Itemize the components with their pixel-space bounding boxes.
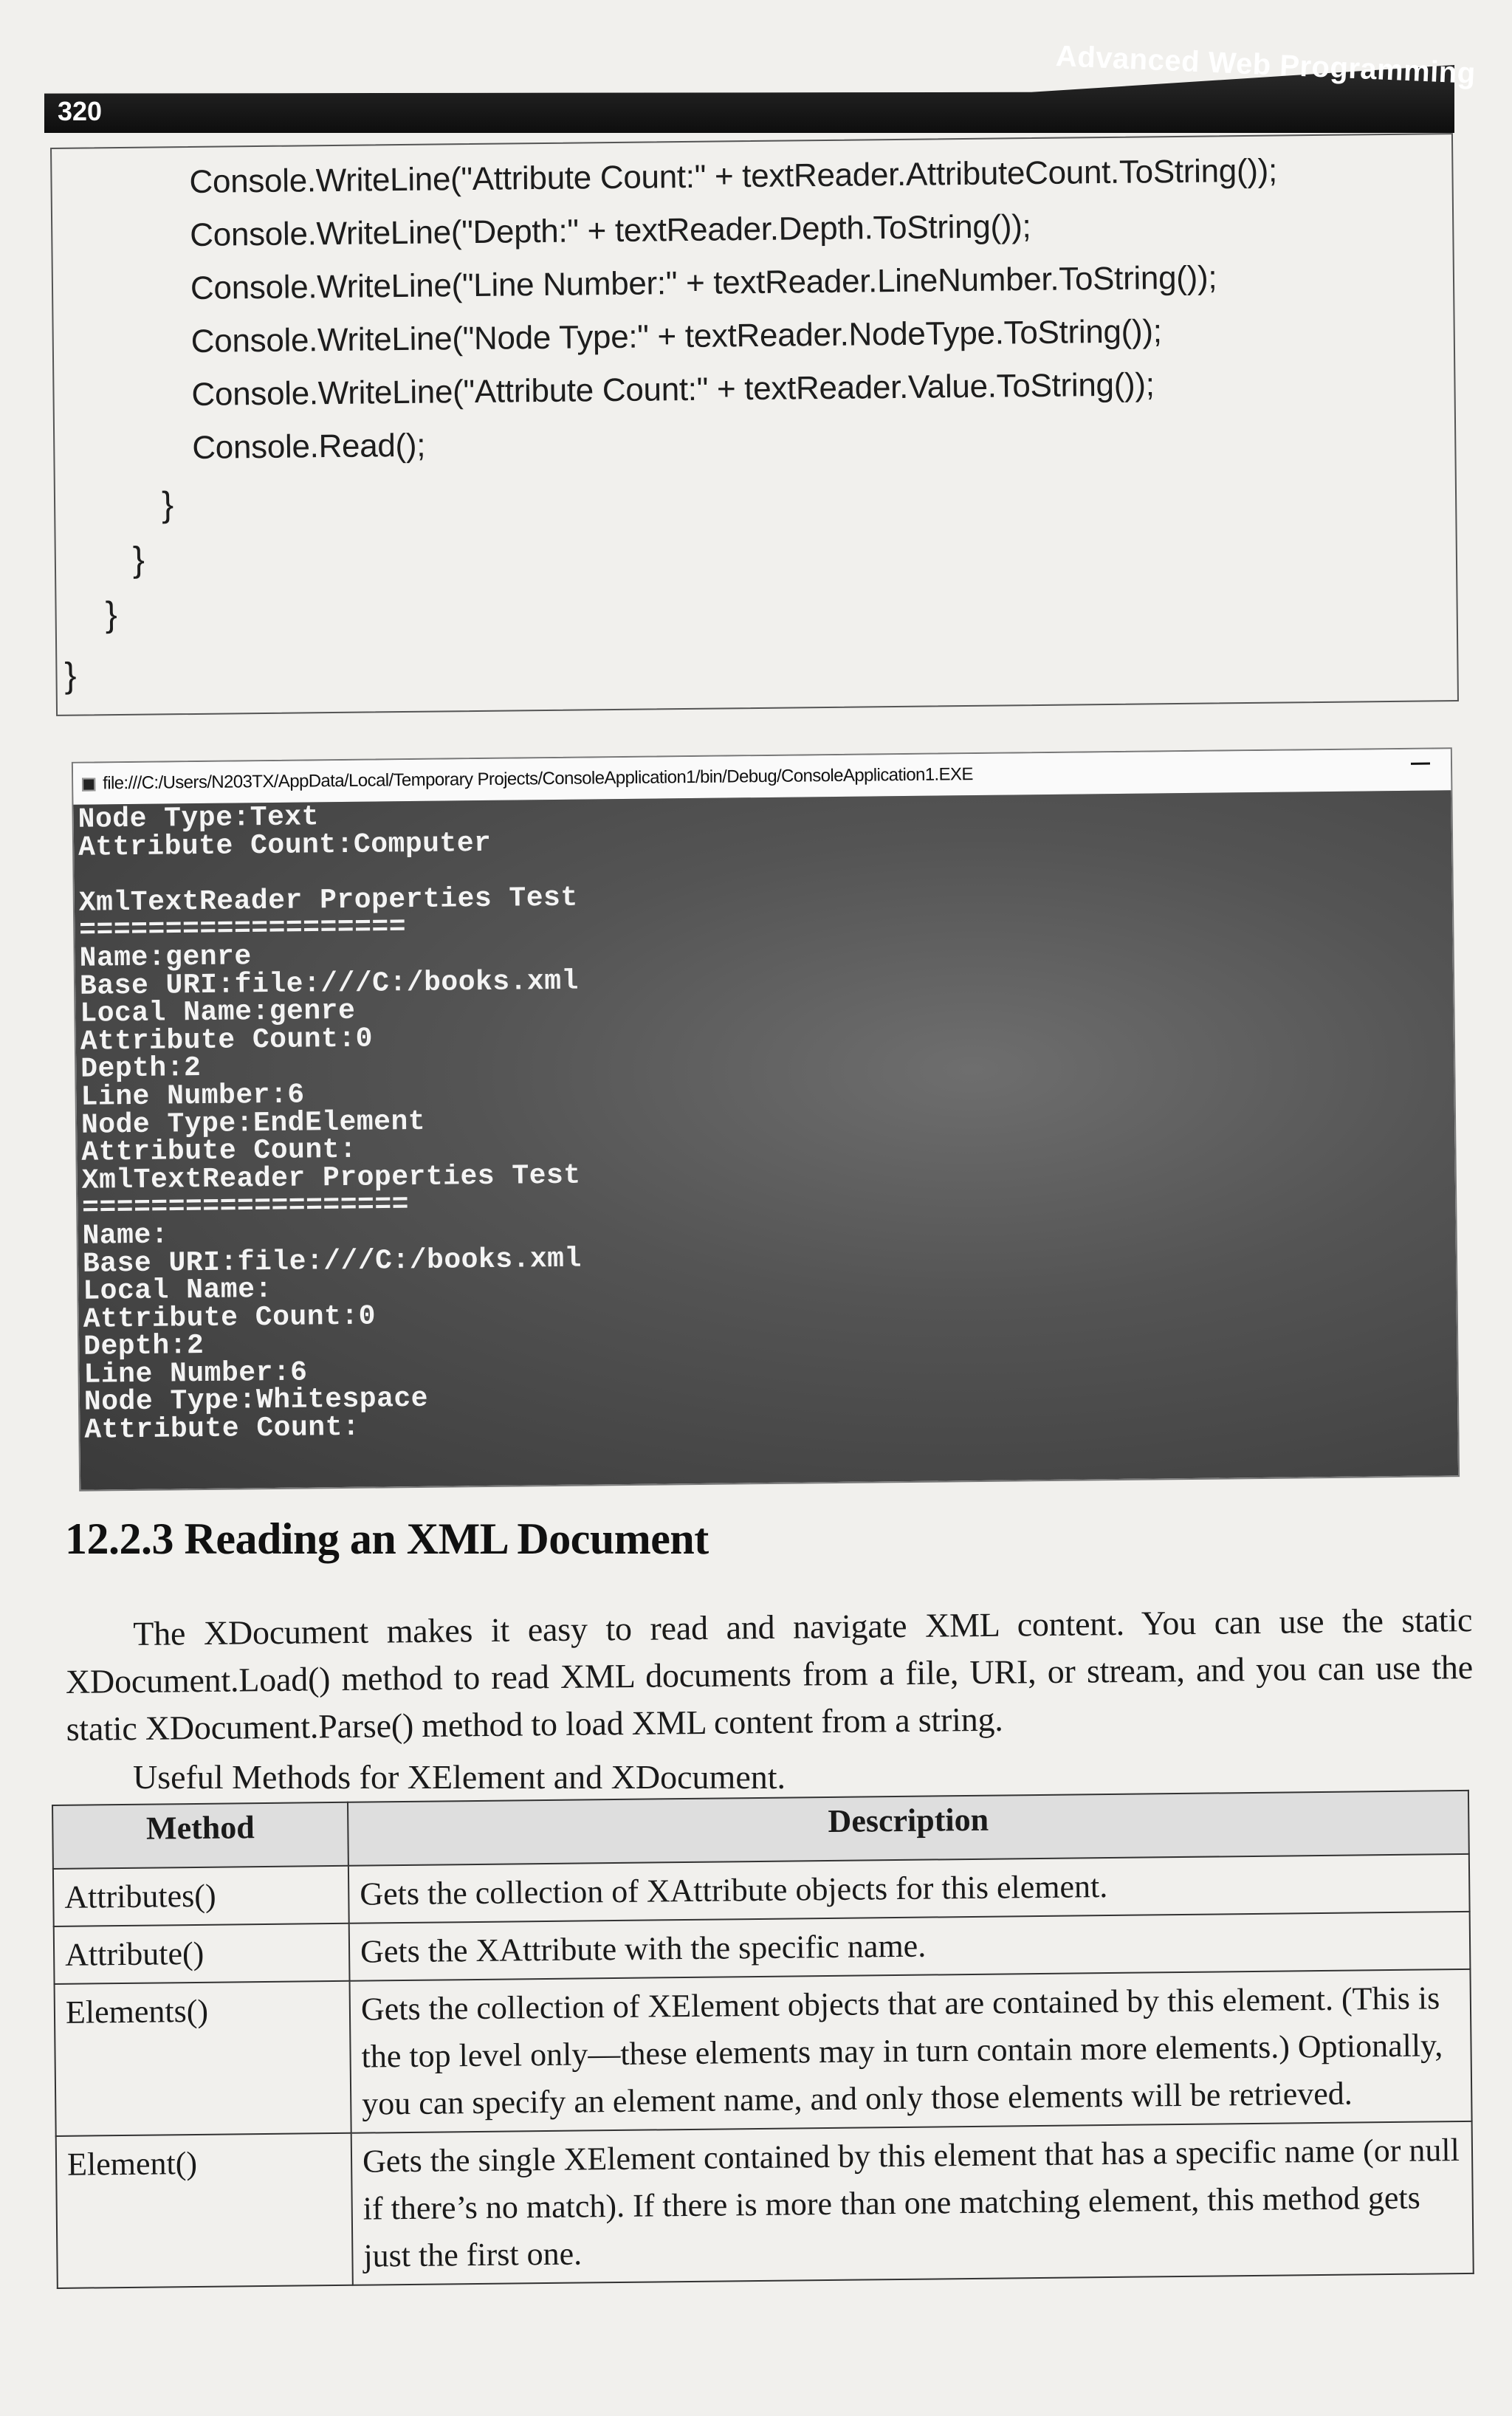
console-line: Attribute Count:0 <box>80 1023 374 1058</box>
closing-brace: } <box>132 540 145 580</box>
console-line: Base URI:file:///C:/books.xml <box>79 965 580 1003</box>
console-line: =================== <box>79 911 407 947</box>
table-row <box>55 1969 1472 2136</box>
console-line: Attribute Count:0 <box>83 1300 377 1336</box>
method-cell: Attributes() <box>53 1866 349 1926</box>
page-number: 320 <box>58 96 103 126</box>
console-line: XmlTextReader Properties Test <box>81 1159 581 1197</box>
console-line: Attribute Count:Computer <box>78 827 492 864</box>
code-listing <box>50 133 1459 716</box>
console-line: Line Number:6 <box>83 1356 308 1391</box>
code-line: Console.WriteLine("Attribute Count:" + textReader.AttributeCount.ToString()); <box>189 152 1278 200</box>
code-line: Console.WriteLine("Depth:" + textReader.Depth.ToString()); <box>190 208 1031 253</box>
console-line: Node Type:Whitespace <box>83 1383 429 1419</box>
console-line: Attribute Count: <box>84 1411 360 1446</box>
method-cell: Attribute() <box>54 1923 350 1984</box>
console-line: Name:genre <box>79 941 252 975</box>
console-line: =================== <box>81 1189 410 1225</box>
console-app-icon <box>82 778 95 791</box>
column-header-method: Method <box>52 1802 348 1869</box>
description-cell: Gets the XAttribute with the specific name. <box>349 1912 1471 1981</box>
console-line: Line Number:6 <box>80 1079 305 1113</box>
console-line: Node Type:Text <box>78 801 320 836</box>
description-cell: Gets the collection of XAttribute objects for this element. <box>348 1854 1470 1923</box>
console-title: file:///C:/Users/N203TX/AppData/Local/Temporary Projects/ConsoleApplication1/bin/Debug/ConsoleApplication1.EXE <box>103 764 973 794</box>
body-paragraph: The XDocument makes it easy to read and navigate XML content. You can use the static XDocument.Load() method to read XML documents from a file, URI, or stream, and you can use the static XDocument.Parse() method to load XML content from a string. <box>65 1601 1474 1748</box>
console-line: Base URI:file:///C:/books.xml <box>82 1243 582 1280</box>
console-line: Depth:2 <box>83 1330 205 1363</box>
method-cell: Element() <box>56 2133 353 2288</box>
code-line: Console.WriteLine("Line Number:" + textReader.LineNumber.ToString()); <box>190 259 1217 306</box>
book-title: Advanced Web Programming <box>1055 40 1477 90</box>
table-caption: Useful Methods for XElement and XDocument. <box>133 1758 786 1796</box>
console-window <box>72 747 1460 1492</box>
console-line: Name: <box>82 1219 169 1252</box>
description-cell: Gets the single XElement contained by this element that has a specific name (or null if there’s no match). If there is more than one matching element, this method gets just the first one. <box>351 2121 1474 2285</box>
description-cell: Gets the collection of XElement objects that are contained by this element. (This is the top level only—these elements may in turn contain more elements.) Optionally, you can specify an element name, and only those elements will be retrieved. <box>350 1969 1472 2133</box>
console-line: Local Name: <box>83 1274 272 1308</box>
methods-table <box>52 1790 1474 2289</box>
console-output <box>73 790 1458 1489</box>
column-header-description: Description <box>348 1791 1469 1866</box>
method-cell: Elements() <box>55 1981 351 2136</box>
minimize-icon <box>1411 763 1430 765</box>
console-line: Node Type:EndElement <box>80 1105 426 1142</box>
section-heading: 12.2.3 Reading an XML Document <box>65 1514 709 1563</box>
closing-brace: } <box>161 485 174 525</box>
closing-brace: } <box>64 656 77 696</box>
console-line: Depth:2 <box>80 1052 202 1086</box>
code-line: Console.WriteLine("Node Type:" + textReader.NodeType.ToString()); <box>190 313 1162 360</box>
code-line: Console.Read(); <box>192 427 426 466</box>
closing-brace: } <box>105 595 117 635</box>
table-row <box>56 2121 1474 2288</box>
console-line: Local Name:genre <box>80 995 356 1030</box>
console-line: XmlTextReader Properties Test <box>78 882 578 919</box>
console-line: Attribute Count: <box>81 1133 357 1169</box>
code-line: Console.WriteLine("Attribute Count:" + textReader.Value.ToString()); <box>191 366 1155 413</box>
